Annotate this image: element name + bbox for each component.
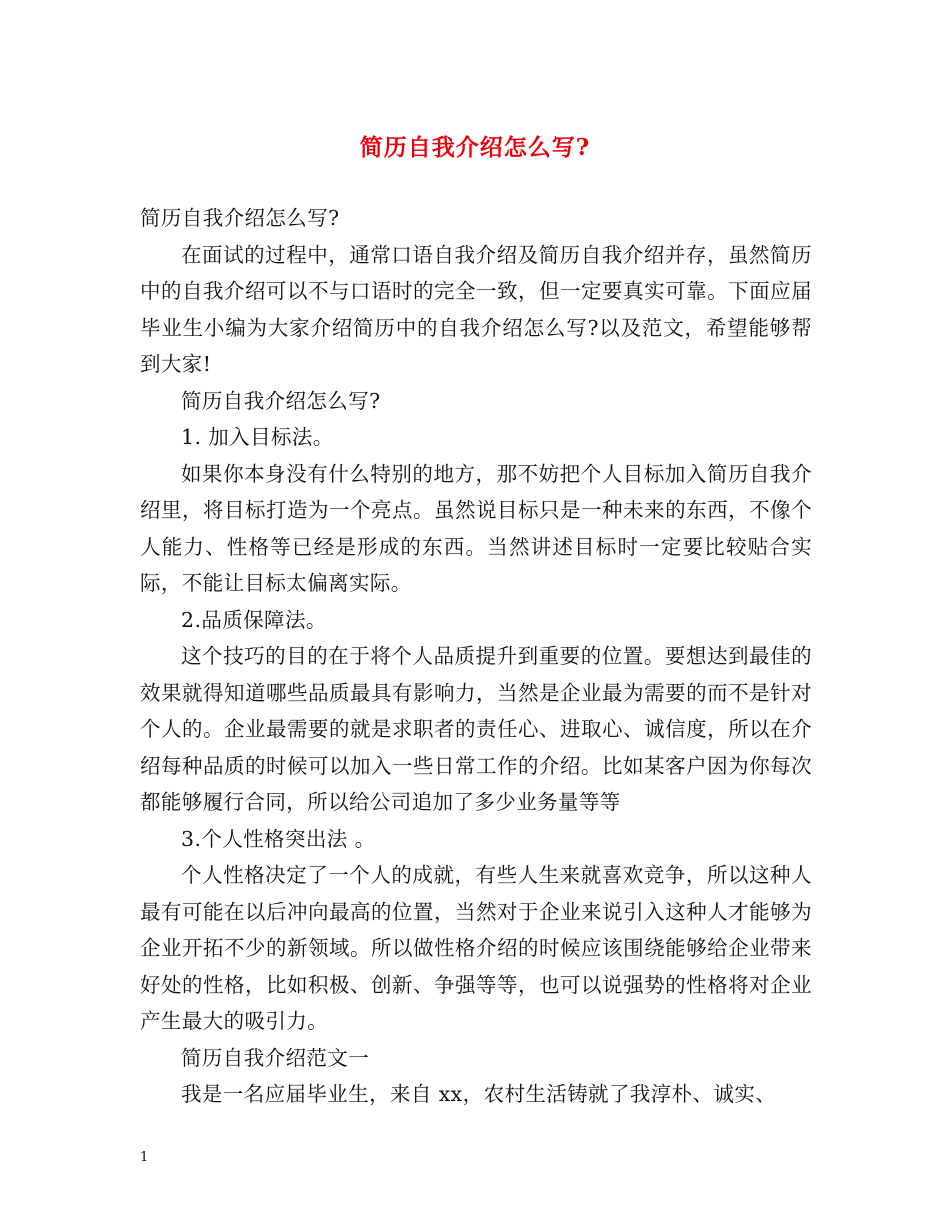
paragraph-method-2-title: 2.品质保障法。 [181, 607, 327, 632]
document-body [140, 200, 812, 1113]
document-title: 简历自我介绍怎么写? [359, 134, 591, 161]
paragraph-sample-body: 我是一名应届毕业生，来自 xx，农村生活铸就了我淳朴、诚实、 [181, 1082, 777, 1106]
paragraph-subheading: 简历自我介绍怎么写? [181, 388, 381, 413]
paragraph-intro: 在面试的过程中，通常口语自我介绍及简历自我介绍并存，虽然简历中的自我介绍可以不与口语时的完全一致，但一定要真实可靠。下面应届毕业生小编为大家介绍简历中的自我介绍怎么写?以及范文，希望能够帮到大家! [140, 242, 812, 376]
paragraph-method-3-body: 个人性格决定了一个人的成就，有些人生来就喜欢竞争，所以这种人最有可能在以后冲向最高的位置，当然对于企业来说引入这种人才能够为企业开拓不少的新领域。所以做性格介绍的时候应该围绕能够给企业带来好处的性格，比如积极、创新、争强等等，也可以说强势的性格将对企业产生最大的吸引力。 [140, 863, 812, 1033]
paragraph-method-3-title: 3.个人性格突出法 。 [181, 826, 376, 851]
paragraph-method-1-title: 1. 加入目标法。 [181, 425, 334, 449]
paragraph-sample-title: 简历自我介绍范文一 [181, 1045, 370, 1070]
paragraph-method-1-body: 如果你本身没有什么特别的地方，那不妨把个人目标加入简历自我介绍里，将目标打造为一个亮点。虽然说目标只是一种未来的东西，不像个人能力、性格等已经是形成的东西。当然讲述目标时一定要比较贴合实际，不能让目标太偏离实际。 [140, 461, 812, 595]
paragraph-heading: 简历自我介绍怎么写? [140, 206, 340, 230]
paragraph-method-2-body: 这个技巧的目的在于将个人品质提升到重要的位置。要想达到最佳的效果就得知道哪些品质最具有影响力，当然是企业最为需要的而不是针对个人的。企业最需要的就是求职者的责任心、进取心、诚信度，所以在介绍每种品质的时候可以加入一些日常工作的介绍。比如某客户因为你每次都能够履行合同，所以给公司追加了多少业务量等等 [140, 644, 812, 814]
page-number: 1 [140, 1150, 149, 1165]
